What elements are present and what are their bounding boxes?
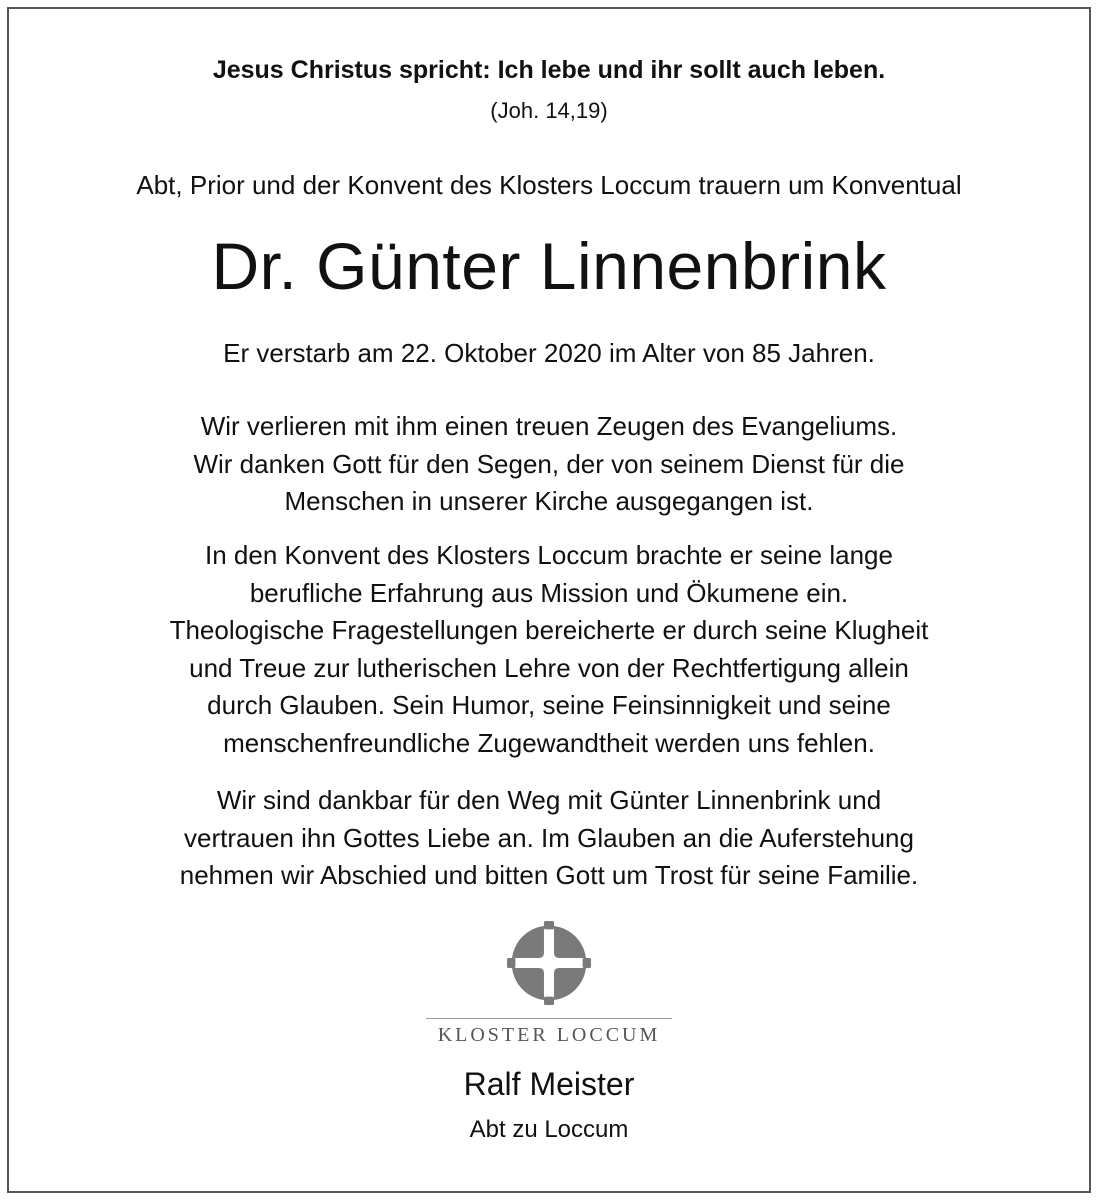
paragraph-convent <box>0 537 1098 762</box>
paragraph-line: und Treue zur lutherischen Lehre von der Rechtfertigung allein <box>189 652 909 683</box>
paragraph-tribute <box>0 408 1098 521</box>
paragraph-line: menschenfreundliche Zugewandtheit werden uns fehlen. <box>223 727 875 758</box>
cross-icon <box>507 921 591 1005</box>
signature-name: Ralf Meister <box>463 1066 635 1102</box>
paragraph-farewell <box>0 782 1098 895</box>
signature-title: Abt zu Loccum <box>469 1116 629 1143</box>
paragraph-line: vertrauen ihn Gottes Liebe an. Im Glauben an die Auferstehung <box>184 822 914 853</box>
paragraph-line: nehmen wir Abschied und bitten Gott um Trost für seine Familie. <box>179 860 919 890</box>
paragraph-line: Wir danken Gott für den Segen, der von seinem Dienst für die <box>193 448 905 479</box>
logo-wordmark: KLOSTER LOCCUM <box>437 1024 661 1046</box>
paragraph-line: berufliche Erfahrung aus Mission und Ökumene ein. <box>249 577 849 608</box>
deceased-name: Dr. Günter Linnenbrink <box>211 229 887 303</box>
paragraph-line: In den Konvent des Klosters Loccum brachte er seine lange <box>205 540 893 570</box>
logo-divider <box>426 1018 672 1019</box>
paragraph-line: Theologische Fragestellungen bereicherte er durch seine Klugheit <box>169 615 929 645</box>
paragraph-line: Menschen in unserer Kirche ausgegangen ist. <box>284 486 814 516</box>
verse-reference: (Joh. 14,19) <box>490 98 608 123</box>
paragraph-line: Wir verlieren mit ihm einen treuen Zeugen des Evangeliums. <box>200 411 898 441</box>
paragraph-line: durch Glauben. Sein Humor, seine Feinsinnigkeit und seine <box>207 690 891 720</box>
intro-line: Abt, Prior und der Konvent des Klosters Loccum trauern um Konventual <box>136 170 962 200</box>
death-notice: Er verstarb am 22. Oktober 2020 im Alter von 85 Jahren. <box>223 338 875 368</box>
paragraph-line: Wir sind dankbar für den Weg mit Günter Linnenbrink und <box>216 785 882 815</box>
bible-verse: Jesus Christus spricht: Ich lebe und ihr sollt auch leben. <box>212 56 886 84</box>
